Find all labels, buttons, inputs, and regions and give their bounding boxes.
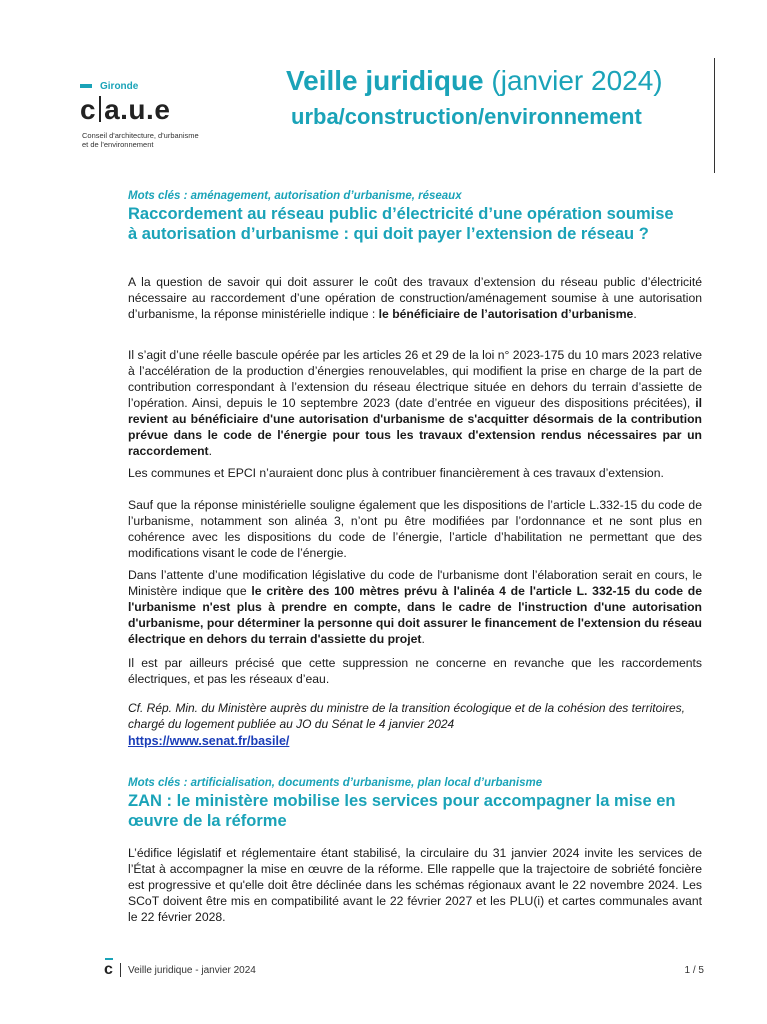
paragraph-6 (128, 655, 702, 687)
article-zan (128, 777, 702, 831)
page-title-main: Veille juridique (286, 65, 484, 96)
logo-mark-c: c (80, 94, 97, 125)
keywords: Mots clés : artificialisation, documents d’urbanisme, plan local d’urbanisme (128, 777, 543, 789)
page-number: 1 / 5 (684, 965, 704, 976)
p5-bold: le critère des 100 mètres prévu à l'alinéa 4 de l'article L. 332-15 du code de l'urbanisme n'est plus à prendre en compte, dans le cadre de l'instruction d'une autorisation d'urbanisme, pour déterminer la personne qui doit assurer le financement de l'extension du réseau électrique en dehors du terrain d'assiette du projet (128, 584, 702, 646)
article-heading (128, 204, 702, 244)
footer-logo: c (104, 961, 113, 978)
logo-pipe (99, 96, 101, 122)
p3-text: Les communes et EPCI n’auraient donc plus à contribuer financièrement à ces travaux d’extension. (128, 466, 664, 480)
p6-text: Il est par ailleurs précisé que cette suppression ne concerne en revanche que les raccordements électriques, et pas les réseaux d’eau. (128, 656, 702, 686)
logo-accent-bar (80, 84, 92, 88)
page-subtitle: urba/construction/environnement (291, 104, 642, 129)
p5-end: . (421, 632, 425, 646)
reference-line: Cf. Rép. Min. du Ministère auprès du ministre de la transition écologique et de la cohésion des territoires, (128, 701, 685, 715)
p1-text: A la question de savoir qui doit assurer le coût des travaux d’extension du réseau public d’électricité nécessaire au raccordement d’une opération de construction/aménagement soumise à une autorisation d’urbanisme, la réponse ministérielle indique : (128, 275, 702, 321)
p2-bold: il revient au bénéficiaire d'une autorisation d'urbanisme de s'acquitter désormais de la contribution prévue dans le code de l'énergie pour tous les travaux d'extension rendus nécessaires par un raccordement (128, 396, 702, 458)
p4-text: Sauf que la réponse ministérielle souligne également que les dispositions de l’article L.332-15 du code de l’urbanisme, notamment son alinéa 3, n’ont pu être modifiées par l’ordonnance et ne sont plus en cohérence avec les dispositions du code de l’énergie, l’article d’habilitation ne permettant que des modifications visant le code de l’énergie. (128, 498, 702, 560)
paragraph-zan (128, 845, 702, 925)
zan-text: L’édifice législatif et réglementaire étant stabilisé, la circulaire du 31 janvier 2024 invite les services de l’État à accompagner la mise en œuvre de la réforme. Elle rappelle que la trajectoire de sobriété foncière est progressive et qu'elle doit être déclinée dans les schémas régionaux avant le 22 novembre 2024. Les SCoT doivent être mis en compatibilité avant le 22 février 2027 et les PLU(i) et cartes communales avant le 22 février 2028. (128, 846, 702, 924)
paragraph-3 (128, 465, 702, 481)
heading-line: œuvre de la réforme (128, 812, 287, 830)
p1-end: . (633, 307, 637, 321)
logo-desc-line2: et de l'environnement (82, 140, 154, 149)
paragraph-5 (128, 567, 702, 647)
reference-block (128, 700, 702, 750)
paragraph-1 (128, 274, 702, 322)
senat-link[interactable]: https://www.senat.fr/basile/ (128, 734, 290, 748)
p2-text: Il s’agit d’une réelle bascule opérée par les articles 26 et 29 de la loi n° 2023-175 du 10 mars 2023 relative à l’accélération de la production d’énergies renouvelables, qui modifient la prise en charge de la part de contribution correspondant à l’extension du réseau électrique située en dehors du terrain d’assiette de l’opération. Ainsi, depuis le 10 septembre 2023 (date d’entrée en vigueur des dispositions précitées), (128, 348, 702, 410)
p1-bold: le bénéficiaire de l’autorisation d’urbanisme (378, 307, 634, 321)
footer-accent-bar (105, 958, 113, 960)
page-footer (104, 963, 704, 983)
paragraph-4 (128, 497, 702, 561)
logo-mark-aue: a.u.e (104, 94, 171, 125)
heading-line: ZAN : le ministère mobilise les services pour accompagner la mise en (128, 792, 676, 810)
keywords: Mots clés : aménagement, autorisation d’urbanisme, réseaux (128, 190, 462, 202)
logo-desc-line1: Conseil d'architecture, d'urbanisme (82, 131, 199, 140)
article-heading (128, 791, 702, 831)
heading-line: à autorisation d’urbanisme : qui doit payer l’extension de réseau ? (128, 225, 649, 243)
heading-line: Raccordement au réseau public d’électricité d’une opération soumise (128, 205, 674, 223)
p5-text: Dans l’attente d’une modification législative du code de l'urbanisme dont l’élaboration serait en cours, le Ministère indique que (128, 568, 702, 598)
page-title (286, 65, 663, 97)
paragraph-2 (128, 347, 702, 459)
header-divider (714, 58, 715, 173)
footer-divider (120, 963, 121, 977)
logo-description (82, 131, 199, 149)
logo-department: Gironde (100, 81, 139, 92)
logo-wordmark (80, 94, 170, 126)
reference-line: chargé du logement publiée au JO du Sénat le 4 janvier 2024 (128, 717, 455, 731)
p2-end: . (208, 444, 212, 458)
footer-text: Veille juridique - janvier 2024 (128, 965, 256, 976)
article-raccordement (128, 190, 702, 244)
page-title-date: (janvier 2024) (491, 65, 663, 96)
